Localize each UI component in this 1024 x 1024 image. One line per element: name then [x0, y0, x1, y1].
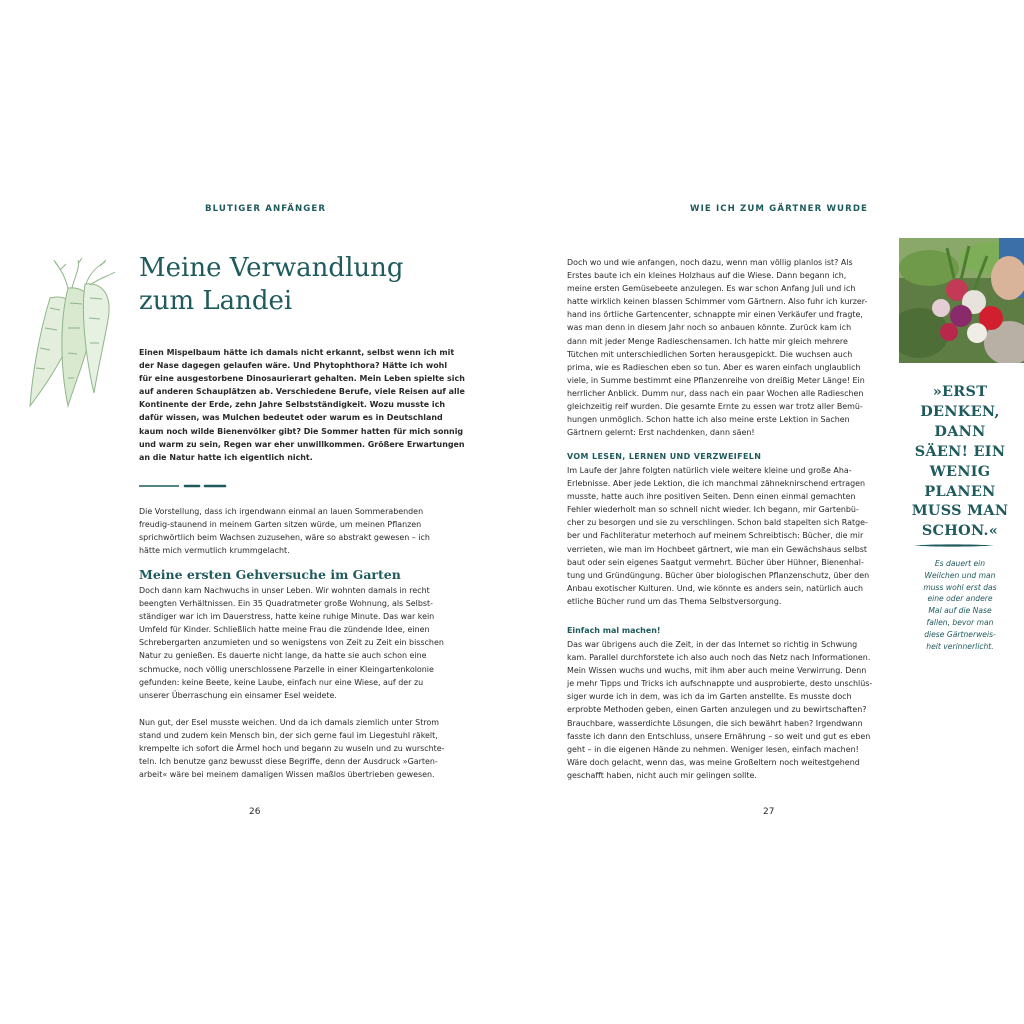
text-line: geht – in die eigenen Hände zu nehmen. Weniger lesen, einfach machen!	[567, 744, 859, 754]
caption-line: muss wohl erst das	[923, 582, 997, 592]
page-number-left: 26	[249, 807, 261, 817]
text-line: Erlebnisse. Aber jede Lektion, die ich manchmal zähneknirschend ertragen	[567, 479, 866, 489]
text-line: herrlicher Anblick. Dumm nur, dass nach ein paar Wochen alle Radieschen	[567, 388, 864, 398]
body-paragraph	[139, 716, 461, 781]
text-line: Schrebergarten anzumieten und so wenigstens von Zeit zu Zeit ein bisschen	[139, 638, 444, 648]
sidebar-caption	[896, 558, 1024, 652]
pull-quote	[896, 382, 1024, 541]
text-line: ber und Fachliteratur meterhoch auf meinem Schreibtisch: Bücher, die mir	[567, 531, 864, 541]
caption-line: eine oder andere	[927, 594, 993, 604]
caption-line: Weilchen und man	[924, 570, 996, 580]
text-line: stand und zudem kein Mensch bin, der sich gerne faul im Liegestuhl räkelt,	[139, 731, 438, 741]
text-line: Mein Wissen wuchs und wuchs, mit ihm aber auch meine Verwirrung. Denn	[567, 666, 867, 676]
body-paragraph	[139, 584, 461, 702]
text-line: für eine ausgestorbene Dinosaurierart gehalten. Mein Leben spielte sich	[139, 374, 465, 384]
text-line: sprichwörtlich beim Wachsen zuzusehen, wäre so abstrakt gewesen – ich	[139, 533, 430, 543]
body-paragraph	[567, 638, 889, 782]
text-line: dafür wissen, was Mulchen bedeutet oder warum es in Deutschland	[139, 413, 443, 423]
text-line: Erstes baute ich ein kleines Holzhaus auf die Wiese. Dann begann ich,	[567, 271, 847, 281]
title-line: Meine Verwandlung	[139, 253, 404, 283]
text-line: Wäre doch gelacht, wenn das, was meine Großeltern noch weitestgehend	[567, 757, 860, 767]
text-line: der Nase dagegen gelaufen wäre. Und Phytophthora? Hätte ich wohl	[139, 361, 448, 371]
text-line: fasste ich dann den Entschluss, unsere Ernährung – so weit und gut es eben	[567, 731, 871, 741]
text-line: Nun gut, der Esel musste weichen. Und da ich damals ziemlich unter Strom	[139, 718, 440, 727]
running-head-right: WIE ICH ZUM GÄRTNER WURDE	[690, 204, 869, 214]
text-line: Im Laufe der Jahre folgten natürlich viele weitere kleine und große Aha-	[567, 466, 852, 475]
text-line: Umfeld für Kinder. Schließlich hatte meine Frau die zündende Idee, einen	[139, 625, 430, 635]
text-line: was man denn in diesem Jahr noch so anbauen könnte. Zurück kam ich	[567, 323, 852, 333]
text-line: tung und Gründüngung. Bücher über biologischen Pflanzenschutz, über den	[567, 570, 870, 580]
text-line: an die Natur hatte ich eigentlich nicht.	[139, 452, 313, 462]
quote-line: PLANEN	[924, 482, 996, 500]
text-line: Tütchen mit unterschiedlichen Sorten herausgepickt. Die wuchsen auch	[567, 349, 853, 359]
page-number-right: 27	[763, 807, 775, 817]
text-line: beengten Verhältnissen. Ein 35 Quadratmeter große Wohnung, als Selbst-	[139, 599, 433, 609]
section-heading: VOM LESEN, LERNEN UND VERZWEIFELN	[567, 452, 762, 461]
text-line: erprobte Methoden geben, einen Garten anzulegen und zu bewirtschaften?	[567, 705, 867, 715]
title-line: zum Landei	[139, 286, 293, 316]
intro-paragraph	[139, 346, 465, 464]
text-line: hätte mich vermutlich krummgelacht.	[139, 546, 290, 556]
quote-line: WENIG	[929, 462, 991, 480]
text-line: hatte wirklich keinen blassen Schimmer vom Gärtnern. Also fuhr ich kurzer-	[567, 297, 868, 307]
text-line: und warm zu sein, Regen war eher unwillkommen. Größere Erwartungen	[139, 439, 465, 449]
text-line: Doch wo und wie anfangen, noch dazu, wenn man völlig planlos ist? Als	[567, 258, 853, 267]
chapter-title	[139, 252, 469, 318]
subheading: Einfach mal machen!	[567, 626, 661, 635]
text-line: hand ins örtliche Gartencenter, schnappte mir einen Verkäufer und fragte,	[567, 310, 863, 320]
quote-line: SÄEN! EIN	[914, 442, 1006, 460]
decorative-divider	[912, 543, 996, 548]
text-line: gefunden: keine Beete, keine Laube, einfach nur eine Wiese, auf der zu	[139, 677, 424, 687]
text-line: cher zu besorgen und sie zu verschlingen. Schon bald stapelten sich Ratge-	[567, 518, 868, 528]
text-line: gleichzeitig reif wurden. Die gesamte Ernte zu essen war trotz aller Bemü-	[567, 402, 863, 412]
text-line: etliche Bücher rund um das Thema Selbstversorgung.	[567, 596, 782, 606]
caption-line: diese Gärtnerweis-	[924, 629, 996, 639]
text-line: hungen unmöglich. Schon hatte ich also meine erste Lektion in Sachen	[567, 415, 850, 425]
caption-line: heit verinnerlicht.	[926, 641, 994, 651]
text-line: dann mit jeder Menge Radieschensamen. Ich hatte mir gleich mehrere	[567, 336, 848, 346]
text-line: ständiger war ich im Dauerstress, hatte keine ruhige Minute. Das war kein	[139, 612, 435, 622]
radish-photo	[899, 238, 1024, 363]
text-line: prima, wie es Radieschen eben so tun. Aber es waren einfach unglaublich	[567, 362, 861, 372]
text-line: Fehler wiederholt man so schnell nicht wieder. Ich begann, mir Gartenbü-	[567, 505, 859, 515]
body-paragraph	[567, 464, 889, 608]
caption-line: Es dauert ein	[934, 559, 986, 568]
text-line: auf anderen Schauplätzen ab. Verschiedene Berufe, viele Reisen auf alle	[139, 387, 465, 397]
text-line: Kontinente der Erde, zehn Jahre Selbstständigkeit. Wozu musste ich	[139, 400, 445, 410]
text-line: baut oder sein eigenes Saatgut vermehrt. Bücher über Hühner, Bienenhal-	[567, 557, 864, 567]
carrot-illustration	[20, 258, 120, 408]
text-line: unserer Überraschung ein einsamer Esel weidete.	[139, 690, 337, 700]
section-heading: Meine ersten Gehversuche im Garten	[139, 567, 401, 582]
text-line: Einen Mispelbaum hätte ich damals nicht erkannt, selbst wenn ich mit	[139, 348, 455, 357]
text-line: je mehr Tipps und Tricks ich aufschnappte und ausprobierte, desto unschlüs-	[567, 679, 873, 689]
text-line: kam. Parallel durchforstete ich also auch noch das Netz nach Informationen.	[567, 653, 871, 663]
text-line: kaum noch wilde Bienenvölker gibt? Die Sommer hatten für mich sonnig	[139, 426, 464, 436]
text-line: Die Vorstellung, dass ich irgendwann einmal an lauen Sommerabenden	[139, 507, 424, 516]
text-line: Das war übrigens auch die Zeit, in der das Internet so richtig in Schwung	[567, 640, 858, 649]
quote-line: »ERST	[932, 383, 988, 400]
text-line: verrieten, wie man im Hochbeet gärtnert, wie man ein Gewächshaus selbst	[567, 544, 868, 554]
text-line: schmucke, noch völlig unerschlossene Parzelle in einer Kleingartenkolonie	[139, 664, 434, 674]
text-line: Gärtnern gelernt: Erst nachdenken, dann säen!	[567, 428, 755, 438]
text-line: Natur zu genießen. Es dauerte nicht lange, da hatte sie auch schon eine	[139, 651, 427, 661]
text-line: krempelte ich sofort die Ärmel hoch und begann zu wuseln und zu wurschte-	[139, 744, 445, 754]
text-line: musste, hatte auch ihre positiven Seiten. Denn einen einmal gemachten	[567, 492, 856, 502]
body-paragraph	[139, 505, 461, 557]
text-line: Anbau exotischer Kulturen. Und, wie könnte es anders sein, natürlich auch	[567, 583, 864, 593]
text-line: viele, in Summe bestimmt eine Pflanzenreihe von dreißig Meter Länge! Ein	[567, 375, 865, 385]
text-line: siger wurde ich in dem, was ich da im Garten anstellte. Es musste doch	[567, 692, 852, 702]
text-line: arbeit« wäre bei meinem damaligen Wissen maßlos übertrieben gewesen.	[139, 770, 435, 780]
body-paragraph	[567, 256, 889, 439]
quote-line: DENKEN,	[920, 402, 1000, 420]
text-line: Doch dann kam Nachwuchs in unser Leben. Wir wohnten damals in recht	[139, 586, 430, 595]
caption-line: Mal auf die Nase	[928, 606, 992, 616]
caption-line: fallen, bevor man	[926, 617, 994, 627]
decorative-divider	[139, 483, 229, 489]
text-line: geschafft haben, nicht auch mir gelingen sollte.	[567, 770, 757, 780]
quote-line: MUSS MAN	[911, 502, 1009, 520]
text-line: meine ersten Gemüsebeete anzulegen. Es war schon Anfang Juli und ich	[567, 284, 856, 294]
quote-line: DANN	[934, 422, 986, 440]
running-head-left: BLUTIGER ANFÄNGER	[205, 204, 327, 214]
text-line: Brauchbare, wasserdichte Lösungen, die sich bewährt haben? Irgendwann	[567, 718, 863, 728]
text-line: teln. Ich benutze ganz bewusst diese Begriffe, denn der Ausdruck »Garten-	[139, 757, 438, 767]
quote-line: SCHON.«	[921, 522, 999, 540]
text-line: freudig-staunend in meinem Garten sitzen würde, um meinen Pflanzen	[139, 520, 422, 530]
